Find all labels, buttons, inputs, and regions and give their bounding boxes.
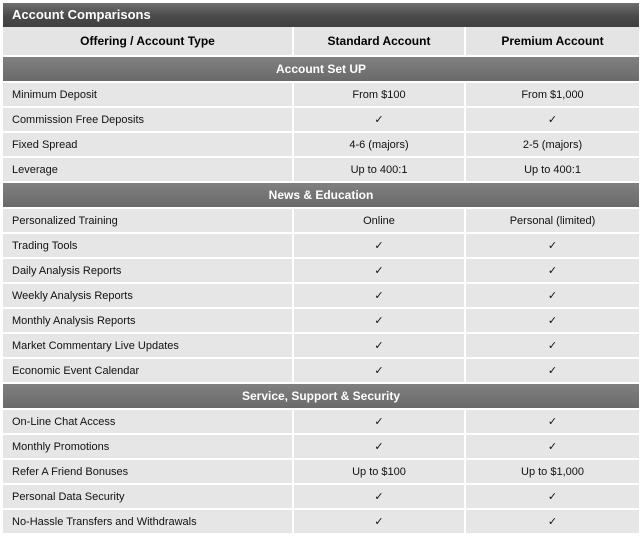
comparison-table [3,27,639,535]
table-row [3,309,639,334]
premium-value: ✓ [466,259,639,284]
table-row [3,259,639,284]
row-label: Commission Free Deposits [3,108,294,133]
row-label: Economic Event Calendar [3,359,294,384]
row-label: Refer A Friend Bonuses [3,460,294,485]
standard-value: ✓ [294,259,466,284]
table-row [3,359,639,384]
premium-value: From $1,000 [466,83,639,108]
premium-value: Up to $1,000 [466,460,639,485]
table-row [3,460,639,485]
section-header [3,57,639,83]
row-label: Leverage [3,158,294,183]
premium-value: Up to 400:1 [466,158,639,183]
table-row [3,485,639,510]
row-label: Monthly Promotions [3,435,294,460]
premium-value: ✓ [466,410,639,435]
premium-value: Personal (limited) [466,209,639,234]
standard-value: Up to $100 [294,460,466,485]
table-row [3,510,639,535]
premium-value: ✓ [466,334,639,359]
header-offering: Offering / Account Type [3,27,294,57]
table-row [3,234,639,259]
row-label: Trading Tools [3,234,294,259]
standard-value: 4-6 (majors) [294,133,466,158]
section-header [3,183,639,209]
row-label: No-Hassle Transfers and Withdrawals [3,510,294,535]
standard-value: Online [294,209,466,234]
section-title: Service, Support & Security [3,384,639,410]
header-premium: Premium Account [466,27,639,57]
standard-value: ✓ [294,359,466,384]
standard-value: ✓ [294,435,466,460]
row-label: Fixed Spread [3,133,294,158]
row-label: Weekly Analysis Reports [3,284,294,309]
panel-title: Account Comparisons [3,3,639,27]
comparison-panel [3,3,639,536]
premium-value: ✓ [466,284,639,309]
row-label: Daily Analysis Reports [3,259,294,284]
table-row [3,209,639,234]
premium-value: ✓ [466,435,639,460]
table-row [3,334,639,359]
row-label: Market Commentary Live Updates [3,334,294,359]
header-standard: Standard Account [294,27,466,57]
section-title: Account Set UP [3,57,639,83]
row-label: On-Line Chat Access [3,410,294,435]
standard-value: From $100 [294,83,466,108]
standard-value: ✓ [294,510,466,535]
standard-value: ✓ [294,234,466,259]
table-row [3,83,639,108]
standard-value: ✓ [294,108,466,133]
standard-value: ✓ [294,284,466,309]
standard-value: ✓ [294,309,466,334]
table-row [3,158,639,183]
standard-value: ✓ [294,410,466,435]
premium-value: ✓ [466,485,639,510]
premium-value: ✓ [466,108,639,133]
standard-value: ✓ [294,334,466,359]
row-label: Personalized Training [3,209,294,234]
premium-value: ✓ [466,510,639,535]
table-row [3,435,639,460]
premium-value: ✓ [466,359,639,384]
standard-value: Up to 400:1 [294,158,466,183]
premium-value: 2-5 (majors) [466,133,639,158]
premium-value: ✓ [466,309,639,334]
table-row [3,108,639,133]
table-row [3,284,639,309]
row-label: Personal Data Security [3,485,294,510]
section-header [3,384,639,410]
row-label: Minimum Deposit [3,83,294,108]
row-label: Monthly Analysis Reports [3,309,294,334]
table-header-row [3,27,639,57]
standard-value: ✓ [294,485,466,510]
premium-value: ✓ [466,234,639,259]
table-row [3,133,639,158]
section-title: News & Education [3,183,639,209]
table-row [3,410,639,435]
